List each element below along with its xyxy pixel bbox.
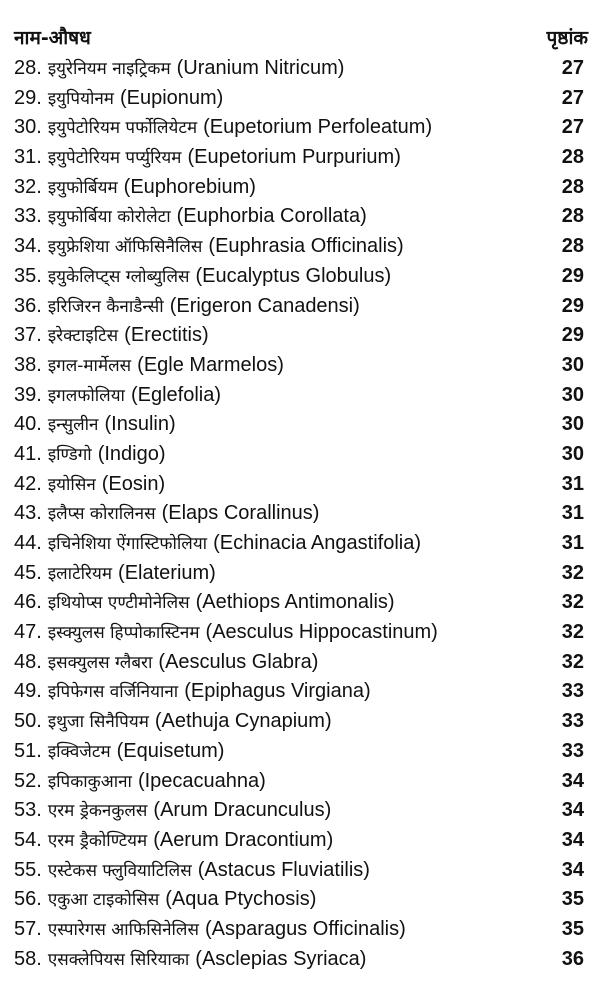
entry-number: 38. <box>14 353 42 376</box>
list-item <box>14 590 592 620</box>
entry-latin-name: (Aesculus Glabra) <box>158 650 319 673</box>
list-item <box>14 798 592 828</box>
entry-latin-name: (Aethiops Antimonalis) <box>195 591 395 614</box>
entry-hindi-name: एरम ड्रेकनकुलस <box>47 801 148 822</box>
entry-page-number: 30 <box>561 442 584 465</box>
entry-number: 39. <box>14 383 42 406</box>
entry-hindi-name: इयुपेटोरियम पर्फोलियेटम <box>47 118 198 139</box>
entry-latin-name: (Aesculus Hippocastinum) <box>205 621 438 644</box>
entry-title <box>14 679 371 703</box>
entry-number: 46. <box>14 591 42 614</box>
entry-page-number: 35 <box>561 888 584 911</box>
entry-title <box>14 917 406 941</box>
entry-page-number: 27 <box>561 116 584 139</box>
entry-number: 50. <box>14 710 42 733</box>
entry-page-number: 33 <box>561 739 584 762</box>
entry-number: 35. <box>14 264 42 287</box>
entry-hindi-name: एरम ड्रैकोण्टियम <box>47 830 148 851</box>
entry-hindi-name: इथियोप्स एण्टीमोनेलिस <box>47 593 190 614</box>
list-item <box>14 709 592 739</box>
entry-hindi-name: इलैप्स कोरालिनस <box>47 504 156 525</box>
list-item <box>14 264 592 294</box>
entry-page-number: 29 <box>561 294 584 317</box>
list-item <box>14 56 592 86</box>
entry-page-number: 34 <box>561 769 584 792</box>
entry-hindi-name: इरिजिरन कैनाडैन्सी <box>47 296 164 317</box>
list-item <box>14 145 592 175</box>
entry-title <box>14 442 166 466</box>
entry-number: 58. <box>14 947 42 970</box>
entry-page-number: 33 <box>561 710 584 733</box>
entry-latin-name: (Eosin) <box>101 472 166 495</box>
entry-latin-name: (Insulin) <box>104 413 176 436</box>
page-column-heading: पृष्ठांक <box>546 27 588 49</box>
entry-list <box>14 56 592 976</box>
entry-page-number: 32 <box>561 650 584 673</box>
entry-title <box>14 145 401 169</box>
entry-number: 40. <box>14 413 42 436</box>
entry-number: 34. <box>14 235 42 258</box>
entry-title <box>14 56 344 80</box>
entry-number: 36. <box>14 294 42 317</box>
entry-number: 42. <box>14 472 42 495</box>
list-item <box>14 917 592 947</box>
entry-number: 54. <box>14 828 42 851</box>
entry-hindi-name: एस्पारेगस आफिसिनेलिस <box>47 919 199 940</box>
entry-hindi-name: इयुपियोनम <box>47 88 114 109</box>
entry-latin-name: (Aerum Dracontium) <box>153 828 334 851</box>
entry-latin-name: (Astacus Fluviatilis) <box>197 858 370 881</box>
entry-hindi-name: इथुजा सिनैपियम <box>47 712 149 733</box>
entry-title <box>14 264 391 288</box>
entry-number: 33. <box>14 205 42 228</box>
list-item <box>14 115 592 145</box>
entry-hindi-name: इयुरेनियम नाइट्रिकम <box>47 59 171 79</box>
entry-number: 30. <box>14 116 42 139</box>
entry-hindi-name: इचिनेशिया ऐंगास्टिफोलिया <box>47 534 208 554</box>
entry-latin-name: (Eupetorium Purpurium) <box>187 146 401 169</box>
entry-page-number: 29 <box>561 324 584 347</box>
entry-page-number: 28 <box>561 146 584 169</box>
entry-number: 57. <box>14 917 42 940</box>
entry-page-number: 27 <box>561 57 584 79</box>
entry-hindi-name: इरेक्टाइटिस <box>47 326 119 347</box>
entry-latin-name: (Eglefolia) <box>130 383 222 406</box>
entry-latin-name: (Epiphagus Virgiana) <box>184 680 371 703</box>
entry-page-number: 35 <box>561 917 584 940</box>
list-item <box>14 472 592 502</box>
entry-page-number: 31 <box>561 532 584 554</box>
entry-page-number: 33 <box>561 680 584 703</box>
list-item <box>14 531 592 561</box>
entry-page-number: 28 <box>561 205 584 228</box>
entry-title <box>14 294 360 318</box>
entry-page-number: 32 <box>561 591 584 614</box>
entry-hindi-name: इन्सुलीन <box>47 415 99 436</box>
entry-title <box>14 472 165 496</box>
entry-latin-name: (Erectitis) <box>124 324 209 347</box>
list-item <box>14 828 592 858</box>
entry-latin-name: (Elaterium) <box>118 561 216 584</box>
entry-latin-name: (Erigeron Canadensi) <box>169 294 360 317</box>
entry-title <box>14 383 221 407</box>
entry-latin-name: (Egle Marmelos) <box>137 353 284 376</box>
entry-title <box>14 947 366 971</box>
entry-latin-name: (Indigo) <box>97 442 166 465</box>
entry-number: 45. <box>14 561 42 584</box>
entry-hindi-name: एस्टेकस फ्लुवियाटिलिस <box>47 860 192 881</box>
entry-hindi-name: इयुपेटोरियम पर्प्युरियम <box>47 148 182 169</box>
entry-latin-name: (Euphorbia Corollata) <box>176 205 367 228</box>
list-item <box>14 175 592 205</box>
entry-hindi-name: इगल-मार्मेलस <box>47 355 132 376</box>
entry-title <box>14 620 438 644</box>
list-item <box>14 887 592 917</box>
entry-page-number: 32 <box>561 621 584 644</box>
list-item <box>14 323 592 353</box>
entry-latin-name: (Aethuja Cynapium) <box>154 710 332 733</box>
entry-hindi-name: इण्डिगो <box>47 444 92 465</box>
list-item <box>14 947 592 977</box>
entry-page-number: 34 <box>561 799 584 822</box>
entry-number: 37. <box>14 324 42 347</box>
entry-number: 31. <box>14 146 42 169</box>
entry-title <box>14 798 331 822</box>
entry-number: 53. <box>14 799 42 822</box>
entry-title <box>14 561 216 585</box>
entry-hindi-name: इयुफोर्बियम <box>47 177 118 198</box>
entry-page-number: 30 <box>561 383 584 406</box>
entry-title <box>14 86 223 110</box>
name-column-heading: नाम-औषध <box>14 27 91 49</box>
entry-number: 41. <box>14 442 42 465</box>
list-item <box>14 412 592 442</box>
entry-latin-name: (Aqua Ptychosis) <box>165 888 317 911</box>
list-item <box>14 501 592 531</box>
list-item <box>14 679 592 709</box>
entry-hindi-name: इपिकाकुआना <box>47 771 132 792</box>
entry-title <box>14 412 176 436</box>
list-item <box>14 620 592 650</box>
entry-latin-name: (Asclepias Syriaca) <box>195 947 367 970</box>
entry-hindi-name: इगलफोलिया <box>47 385 125 406</box>
entry-title <box>14 234 404 258</box>
entry-page-number: 34 <box>561 828 584 851</box>
entry-hindi-name: इपिफेगस वर्जिनियाना <box>47 682 179 703</box>
entry-title <box>14 501 319 525</box>
entry-number: 52. <box>14 769 42 792</box>
entry-title <box>14 709 332 733</box>
entry-title <box>14 887 316 911</box>
entry-number: 55. <box>14 858 42 881</box>
list-item <box>14 204 592 234</box>
entry-hindi-name: एसक्लेपियस सिरियाका <box>47 949 190 970</box>
entry-latin-name: (Eucalyptus Globulus) <box>195 264 392 287</box>
entry-number: 32. <box>14 175 42 198</box>
list-item <box>14 650 592 680</box>
entry-page-number: 30 <box>561 353 584 376</box>
entry-number: 48. <box>14 650 42 673</box>
entry-number: 47. <box>14 621 42 644</box>
entry-title <box>14 828 333 852</box>
entry-title <box>14 204 367 228</box>
entry-latin-name: (Eupetorium Perfoleatum) <box>203 116 433 139</box>
entry-hindi-name: इयुफोर्बिया कोरोलेटा <box>47 207 171 228</box>
list-item <box>14 383 592 413</box>
list-item <box>14 294 592 324</box>
entry-title <box>14 115 432 139</box>
entry-hindi-name: इक्विजेटम <box>47 741 111 762</box>
entry-latin-name: (Equisetum) <box>116 739 225 762</box>
list-item <box>14 739 592 769</box>
list-item <box>14 234 592 264</box>
entry-page-number: 34 <box>561 858 584 881</box>
entry-latin-name: (Ipecacuahna) <box>137 769 266 792</box>
entry-title <box>14 858 370 882</box>
entry-page-number: 27 <box>561 86 584 109</box>
entry-title <box>14 769 266 793</box>
entry-page-number: 31 <box>561 472 584 495</box>
entry-number: 49. <box>14 680 42 703</box>
list-item <box>14 353 592 383</box>
entry-number: 28. <box>14 57 42 79</box>
entry-page-number: 36 <box>561 947 584 970</box>
entry-page-number: 31 <box>561 502 584 525</box>
entry-latin-name: (Euphrasia Officinalis) <box>208 235 404 258</box>
entry-number: 56. <box>14 888 42 911</box>
entry-page-number: 30 <box>561 413 584 436</box>
entry-latin-name: (Eupionum) <box>119 86 224 109</box>
entry-title <box>14 323 209 347</box>
entry-title <box>14 590 395 614</box>
entry-hindi-name: इयुफ्रेशिया ऑफिसिनैलिस <box>47 237 203 258</box>
list-item <box>14 561 592 591</box>
index-header <box>14 24 592 54</box>
entry-latin-name: (Arum Dracunculus) <box>153 799 332 822</box>
entry-hindi-name: इयोसिन <box>47 474 96 495</box>
list-item <box>14 769 592 799</box>
entry-hindi-name: एकुआ टाइकोसिस <box>47 890 160 911</box>
list-item <box>14 858 592 888</box>
entry-page-number: 32 <box>561 561 584 584</box>
entry-hindi-name: इलाटेरियम <box>47 563 113 584</box>
entry-title <box>14 353 284 377</box>
entry-page-number: 28 <box>561 235 584 258</box>
entry-hindi-name: इस्क्युलस हिप्पोकास्टिनम <box>47 623 200 644</box>
entry-page-number: 28 <box>561 175 584 198</box>
entry-title <box>14 175 256 199</box>
entry-latin-name: (Elaps Corallinus) <box>161 502 320 525</box>
entry-latin-name: (Euphorebium) <box>123 175 256 198</box>
entry-latin-name: (Asparagus Officinalis) <box>204 917 406 940</box>
list-item <box>14 442 592 472</box>
entry-number: 44. <box>14 532 42 554</box>
entry-number: 51. <box>14 739 42 762</box>
entry-hindi-name: इसक्युलस ग्लैबरा <box>47 652 153 673</box>
entry-title <box>14 531 421 555</box>
entry-number: 43. <box>14 502 42 525</box>
entry-latin-name: (Echinacia Angastifolia) <box>213 532 421 554</box>
entry-hindi-name: इयुकेलिप्ट्स ग्लोब्युलिस <box>47 266 190 287</box>
list-item <box>14 86 592 116</box>
entry-number: 29. <box>14 86 42 109</box>
entry-title <box>14 739 224 763</box>
entry-title <box>14 650 318 674</box>
entry-latin-name: (Uranium Nitricum) <box>176 57 345 79</box>
entry-page-number: 29 <box>561 264 584 287</box>
